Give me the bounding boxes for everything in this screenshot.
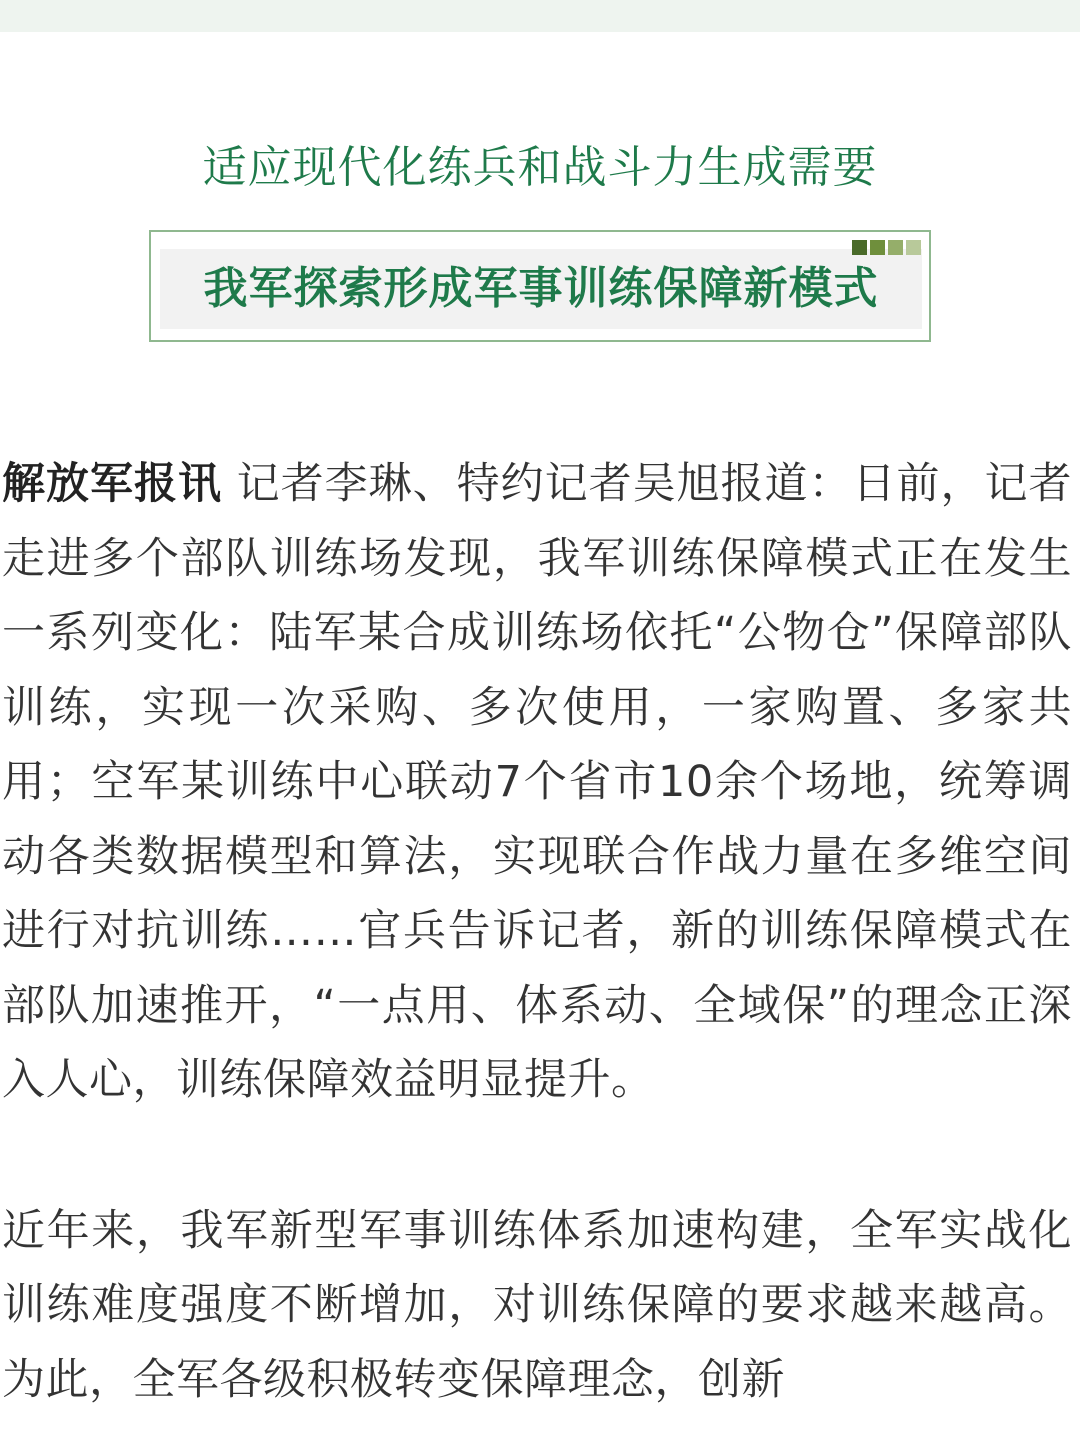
headline-panel xyxy=(160,249,922,329)
top-band xyxy=(0,0,1080,32)
article-paragraph-1 xyxy=(2,447,1072,1118)
decor-square xyxy=(852,240,867,255)
paragraph-2-text: 近年来，我军新型军事训练体系加速构建，全军实战化训练难度强度不断增加，对训练保障的要求越来越高。为此，全军各级积极转变保障理念，创新 xyxy=(2,1205,1072,1405)
headline-title: 我军探索形成军事训练保障新模式 xyxy=(203,263,879,314)
dateline-lead: 解放军报讯 xyxy=(2,459,222,509)
decor-square xyxy=(906,240,921,255)
kicker-subtitle: 适应现代化练兵和战斗力生成需要 xyxy=(202,142,878,193)
decor-square xyxy=(888,240,903,255)
decor-square xyxy=(870,240,885,255)
article-paragraph-2 xyxy=(2,1194,1072,1418)
headline-box xyxy=(149,230,931,342)
paragraph-1-text: 记者李琳、特约记者吴旭报道：日前，记者走进多个部队训练场发现，我军训练保障模式正在发生一系列变化：陆军某合成训练场依托“公物仓”保障部队训练，实现一次采购、多次使用，一家购置、多家共用；空军某训练中心联动7个省市10余个场地，统筹调动各类数据模型和算法，实现联合作战力量在多维空间进行对抗训练……官兵告诉记者，新的训练保障模式在部队加速推开，“一点用、体系动、全域保”的理念正深入人心，训练保障效益明显提升。 xyxy=(2,459,1073,1105)
article-body xyxy=(2,447,1072,1417)
decorative-squares xyxy=(852,240,921,255)
